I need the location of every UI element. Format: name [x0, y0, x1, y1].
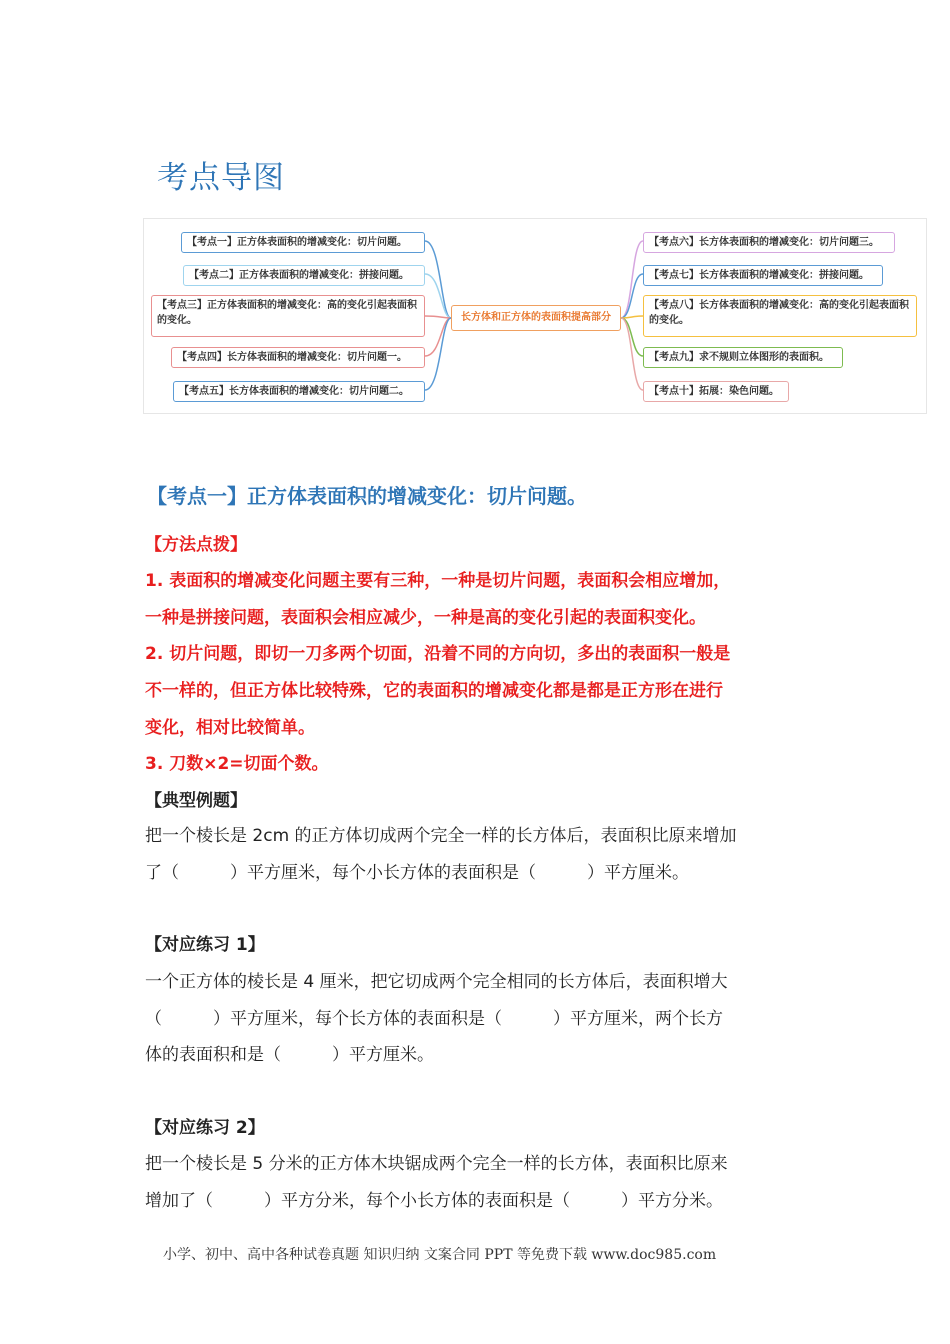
section-title: 【考点一】正方体表面积的增减变化：切片问题。	[147, 484, 587, 508]
mindmap-node-kp9: 【考点九】求不规则立体图形的表面积。	[643, 347, 843, 368]
practice2-line-1: 把一个棱长是 5 分米的正方体木块锯成两个完全一样的长方体，表面积比原来	[145, 1154, 728, 1174]
mindmap-link-left-5	[425, 318, 451, 390]
example-label: 【典型例题】	[145, 791, 247, 811]
mindmap-node-kp1: 【考点一】正方体表面积的增减变化：切片问题。	[181, 232, 425, 253]
method-line-6: 3. 刀数×2=切面个数。	[145, 754, 329, 774]
method-line-4: 不一样的，但正方体比较特殊，它的表面积的增减变化都是都是正方形在进行	[145, 681, 723, 701]
mindmap-node-kp5: 【考点五】长方体表面积的增减变化：切片问题二。	[173, 381, 425, 402]
mindmap-node-kp4: 【考点四】长方体表面积的增减变化：切片问题一。	[171, 347, 425, 368]
practice2-label: 【对应练习 2】	[145, 1118, 265, 1138]
mindmap-node-kp3: 【考点三】正方体表面积的增减变化：高的变化引起表面积的变化。	[151, 295, 425, 337]
method-line-3: 2. 切片问题，即切一刀多两个切面，沿着不同的方向切，多出的表面积一般是	[145, 644, 731, 664]
practice1-label: 【对应练习 1】	[145, 935, 265, 955]
method-line-5: 变化，相对比较简单。	[145, 718, 315, 738]
practice1-line-2: （ ）平方厘米，每个长方体的表面积是（ ）平方厘米，两个长方	[145, 1009, 723, 1029]
mindmap-link-left-1	[425, 241, 451, 318]
mindmap-node-kp7: 【考点七】长方体表面积的增减变化：拼接问题。	[643, 265, 883, 286]
example-line-1: 把一个棱长是 2cm 的正方体切成两个完全一样的长方体后，表面积比原来增加	[145, 826, 737, 846]
mindmap-node-kp2: 【考点二】正方体表面积的增减变化：拼接问题。	[183, 265, 425, 286]
example-line-2: 了（ ）平方厘米，每个小长方体的表面积是（ ）平方厘米。	[145, 863, 689, 883]
method-line-1: 1. 表面积的增减变化问题主要有三种，一种是切片问题，表面积会相应增加，	[145, 571, 731, 591]
mindmap-link-right-1	[621, 241, 643, 318]
practice1-line-3: 体的表面积和是（ ）平方厘米。	[145, 1045, 434, 1065]
mindmap-node-kp10: 【考点十】拓展：染色问题。	[643, 381, 789, 402]
page-heading: 考点导图	[157, 160, 285, 196]
mindmap-node-kp8: 【考点八】长方体表面积的增减变化：高的变化引起表面积的变化。	[643, 295, 917, 337]
mindmap-node-kp6: 【考点六】长方体表面积的增减变化：切片问题三。	[643, 232, 895, 253]
practice2-line-2: 增加了（ ）平方分米，每个小长方体的表面积是（ ）平方分米。	[145, 1191, 723, 1211]
mindmap-center-node: 长方体和正方体的表面积提高部分	[451, 305, 621, 331]
method-label: 【方法点拨】	[145, 535, 247, 555]
method-line-2: 一种是拼接问题，表面积会相应减少，一种是高的变化引起的表面积变化。	[145, 608, 706, 628]
mind-map	[143, 218, 927, 414]
page-footer: 小学、初中、高中各种试卷真题 知识归纳 文案合同 PPT 等免费下载 www.doc985.com	[163, 1247, 717, 1263]
practice1-line-1: 一个正方体的棱长是 4 厘米，把它切成两个完全相同的长方体后，表面积增大	[145, 972, 728, 992]
